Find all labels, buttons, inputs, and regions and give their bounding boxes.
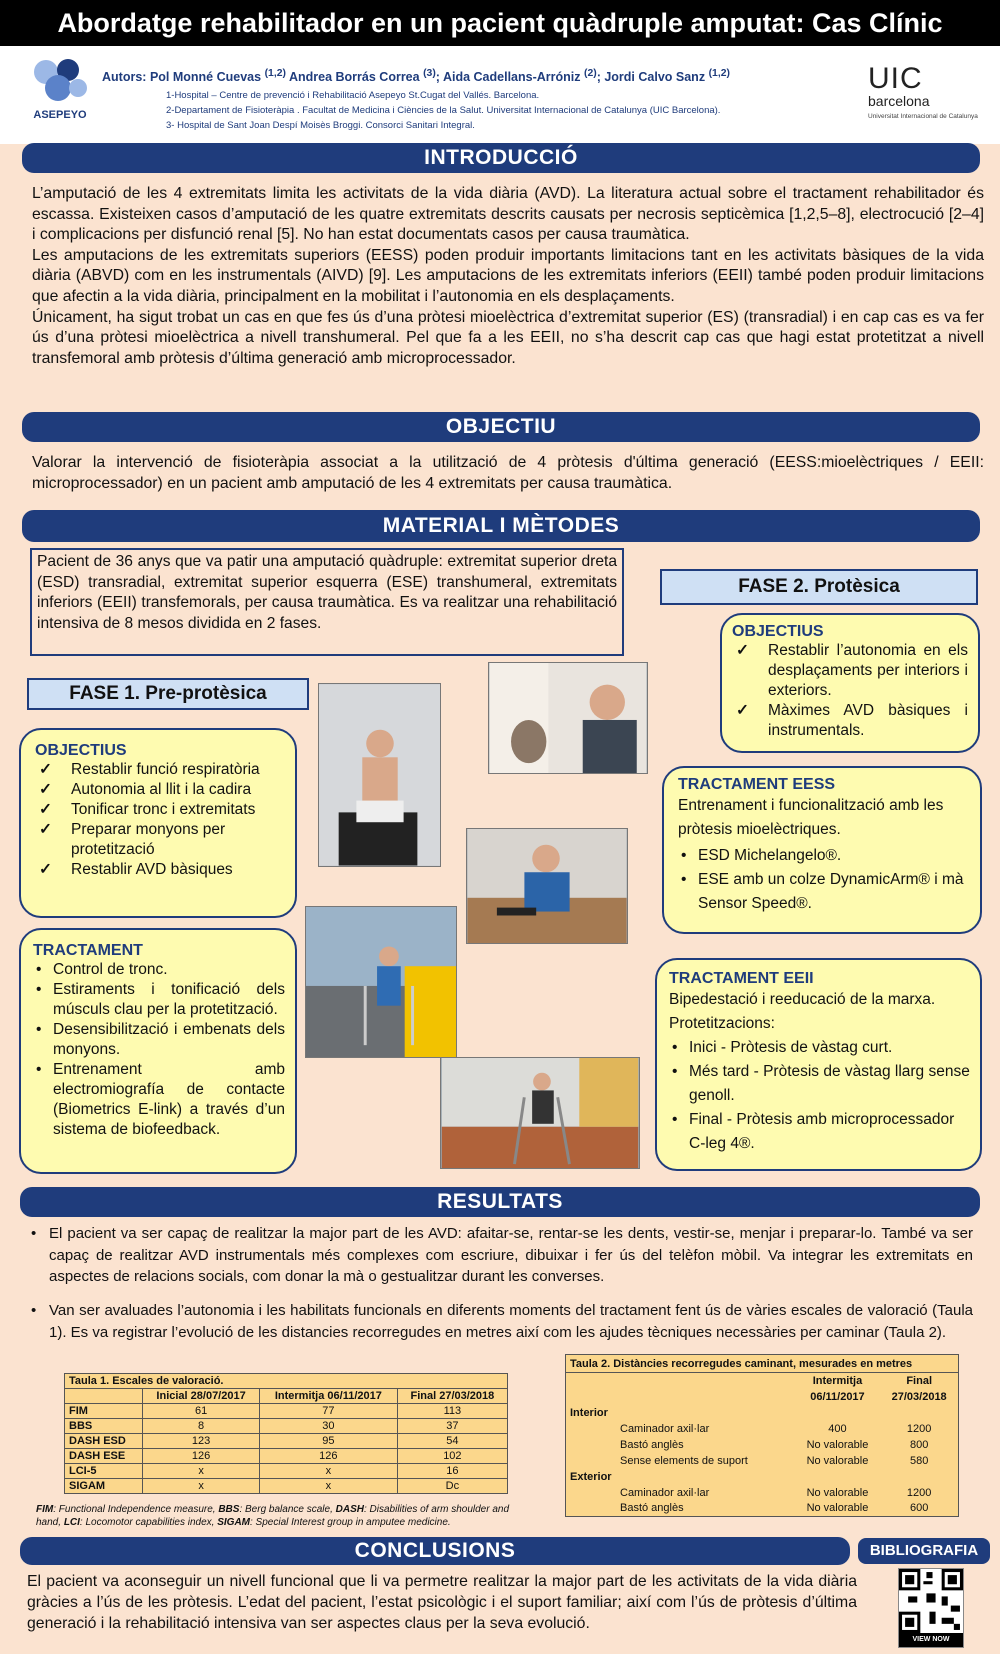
affiliation-1: 1-Hospital – Centre de prevenció i Rehabilitació Asepeyo St.Cugat del Vallés. Barcelona. — [166, 90, 540, 101]
photo-patient-walker — [305, 906, 457, 1058]
list-item: • Control de tronc. — [33, 960, 285, 980]
affiliation-2: 2-Departament de Fisioteràpia . Facultat de Medicina i Ciències de la Salut. Universitat Internacional de Catalunya (UIC Barcelona). — [166, 105, 721, 116]
fase2-eeii-title: TRACTAMENT EEII — [669, 970, 814, 987]
table-cell: 113 — [397, 1404, 507, 1419]
author-sup: (3) — [423, 68, 436, 79]
note-text: : Berg balance scale, — [239, 1504, 336, 1515]
fase1-objectius-box — [19, 728, 297, 918]
table-cell: 30 — [259, 1419, 397, 1434]
table-cell: DASH ESD — [65, 1434, 143, 1449]
list-item: ✓ Autonomia al llit i la cadira — [35, 780, 283, 800]
note-text: : Locomotor capabilities index, — [79, 1517, 218, 1528]
svg-text:ASEPEYO: ASEPEYO — [33, 109, 87, 121]
photo-patient-shaving — [488, 662, 648, 774]
table-header: Final 27/03/2018 — [397, 1389, 507, 1404]
qr-caption: VIEW NOW — [899, 1633, 963, 1647]
list-item: ✓ Preparar monyons per protetització — [35, 820, 283, 860]
author-sup: (2) — [583, 68, 597, 79]
author-sup: (1,2) — [264, 68, 286, 79]
fase2-eess-title: TRACTAMENT EESS — [678, 776, 836, 793]
bibliografia-button[interactable]: BIBLIOGRAFIA — [858, 1538, 990, 1564]
table-header: Intermitja 06/11/2017 — [259, 1389, 397, 1404]
taula-2-caption: Taula 2. Distàncies recorregudes caminant, mesurades en metres — [566, 1355, 959, 1373]
metodes-text: Pacient de 36 anys que va patir una amputació quàdruple: extremitat superior dreta (ESD) transradial, extremitat superior esquerra (ESE) transhumeral, extremitats inferiors (EEII) transfemorals, per causa traumàtica. Es va realitzar una rehabilitació intensiva de 8 mesos dividida en 2 fases. — [30, 548, 624, 656]
list-item: ✓ Restablir l’autonomia en els desplaçaments per interiors i exteriors. — [732, 641, 968, 701]
author-name: Jordi Calvo Sanz — [604, 70, 706, 85]
table-row — [566, 1437, 959, 1453]
table-cell: x — [143, 1464, 260, 1479]
table-row — [566, 1421, 959, 1437]
table-row — [65, 1449, 508, 1464]
table-cell: 400 — [828, 1422, 847, 1435]
table-cell: 600 — [909, 1502, 929, 1515]
note-abbr: FIM — [36, 1504, 54, 1515]
fase2-eeii-intro-2: Protetitzacions: — [669, 1015, 775, 1032]
metodes-heading: MATERIAL I MÈTODES — [22, 510, 980, 542]
fase2-eeii-intro-1: Bipedestació i reeducació de la marxa. — [669, 991, 936, 1008]
resultats-bullet-1 — [27, 1223, 973, 1288]
svg-text:Universitat Internacional de C: Universitat Internacional de Catalunya — [868, 113, 978, 120]
table-cell: 580 — [909, 1454, 929, 1467]
author-name: Andrea Borrás Correa — [288, 70, 420, 85]
table-cell: No valorable — [806, 1502, 869, 1515]
table-cell: Bastó anglès — [620, 1438, 684, 1451]
table-header: 27/03/2018 — [891, 1390, 947, 1403]
table-cell: DASH ESE — [65, 1449, 143, 1464]
taula-1-caption: Taula 1. Escales de valoració. — [65, 1374, 508, 1389]
table-cell: 1200 — [906, 1422, 932, 1435]
table-cell: x — [259, 1479, 397, 1494]
table-row — [566, 1485, 959, 1501]
intro-heading: INTRODUCCIÓ — [22, 143, 980, 173]
table-cell: Dc — [397, 1479, 507, 1494]
note-abbr: LCI — [63, 1517, 80, 1528]
fase1-title: FASE 1. Pre-protèsica — [27, 678, 309, 710]
table-row — [65, 1434, 508, 1449]
fase2-objectius-list — [732, 641, 968, 741]
table-cell: 126 — [143, 1449, 260, 1464]
photo-patient-seated — [318, 683, 441, 867]
affiliation-3: 3- Hospital de Sant Joan Despí Moisès Broggi. Consorci Sanitari Integral. — [166, 120, 475, 131]
note-abbr: DASH — [335, 1504, 364, 1515]
table-header — [65, 1389, 143, 1404]
fase1-tractament-list — [33, 960, 285, 1140]
table-cell: 16 — [397, 1464, 507, 1479]
table-cell: 800 — [909, 1438, 929, 1451]
bullet-icon: • — [31, 1302, 37, 1319]
intro-paragraph-3: Únicament, ha sigut trobat un cas en que fes ús d’una pròtesi mioelèctrica d’extremitat superior (ES) (transradial) i en cap cas es va fer ús d’una pròtesi mioelèctrica a nivell transhumeral. Pel que fa a les EEII, no s’ha descrit cap cas que hagi estat protetitzat a nivell transfemoral amb pròtesis d’última generació amb microprocessador. — [32, 308, 984, 367]
fase1-objectius-title: OBJECTIUS — [35, 742, 127, 759]
table-cell: BBS — [65, 1419, 143, 1434]
table-cell: 126 — [259, 1449, 397, 1464]
list-item: ✓ Màximes AVD bàsiques i instrumentals. — [732, 701, 968, 741]
table-header: Intermitja — [812, 1374, 863, 1387]
fase2-eeii-list — [669, 1036, 970, 1156]
svg-text:UIC: UIC — [868, 62, 923, 95]
table-cell: 37 — [397, 1419, 507, 1434]
list-item: ✓ Restablir AVD bàsiques — [35, 860, 283, 880]
table-cell: 1200 — [906, 1486, 932, 1499]
fase1-tractament-box — [19, 928, 297, 1174]
fase1-objectius-list — [35, 760, 283, 880]
resultats-bullet-2 — [27, 1300, 973, 1343]
list-item: ✓ Restablir funció respiratòria — [35, 760, 283, 780]
fase2-eess-intro: Entrenament i funcionalització amb les pròtesis mioelèctriques. — [678, 797, 944, 838]
table-row — [566, 1501, 959, 1517]
table-cell: LCI-5 — [65, 1464, 143, 1479]
table-cell: 54 — [397, 1434, 507, 1449]
resultats-heading: RESULTATS — [20, 1187, 980, 1217]
table-cell: 95 — [259, 1434, 397, 1449]
list-item: • Desensibilització i embenats dels monyons. — [33, 1020, 285, 1060]
photo-patient-crutches — [440, 1057, 640, 1169]
fase1-tractament-title: TRACTAMENT — [33, 942, 143, 959]
qr-code[interactable] — [898, 1568, 964, 1648]
note-abbr: SIGAM — [217, 1517, 250, 1528]
bullet-icon: • — [31, 1225, 37, 1242]
fase2-objectius-box — [720, 613, 980, 753]
table-cell: Sense elements de suport — [620, 1454, 748, 1467]
conclusions-text: El pacient va aconseguir un nivell funcional que li va permetre realitzar la major part de les activitats de la vida diària gràcies a l’ús de les pròtesis. L’edat del pacient, l’estat psicològic i el suport familiar; així com l’ús de pròtesis d’última generació i la rehabilitació intensiva van ser aspectes claus per la seva evolució. — [27, 1573, 857, 1632]
author-name: Aida Cadellans-Arróniz — [442, 70, 581, 85]
table-header: Inicial 28/07/2017 — [143, 1389, 260, 1404]
uic-logo — [858, 54, 988, 132]
conclusions-heading: CONCLUSIONS — [20, 1537, 850, 1565]
table-cell: x — [259, 1464, 397, 1479]
list-item: ✓ Tonificar tronc i extremitats — [35, 800, 283, 820]
table-header: Final — [906, 1374, 932, 1387]
intro-text — [32, 184, 984, 369]
table-row — [65, 1404, 508, 1419]
table-cell: Caminador axil·lar — [620, 1486, 710, 1499]
note-text: : Functional Independence measure, — [53, 1504, 219, 1515]
table-group-label: Interior — [570, 1406, 608, 1419]
list-item: • Estiraments i tonificació dels músculs clau per la protetització. — [33, 980, 285, 1020]
table-row — [65, 1479, 508, 1494]
note-abbr: BBS — [218, 1504, 240, 1515]
table-cell: FIM — [65, 1404, 143, 1419]
objectiu-text: Valorar la intervenció de fisioteràpia associat a la utilització de 4 pròtesis d'última generació (EESS:mioelèctriques / EEII: microprocessador) en un pacient amb amputació de les 4 extremitats per causa traumàtica. — [32, 454, 984, 492]
list-item: • Entrenament amb electromiografía de contacte (Biometrics E-link) a través d’un sistema de biofeedback. — [33, 1060, 285, 1140]
taula-1-note — [36, 1503, 536, 1529]
taula-2 — [565, 1354, 959, 1517]
table-row — [65, 1464, 508, 1479]
poster-title: Abordatge rehabilitador en un pacient quàdruple amputat: Cas Clínic — [0, 0, 1000, 46]
authors-line: Autors: Pol Monné Cuevas $^{(1,2)}$ Andrea Borrás Correa $^{(3)}$; Aida Cadellans-Arróniz $^{(2)}$; Jordi Calvo Sanz $^{(1,2)}$ — [102, 68, 730, 85]
list-item: • ESD Michelangelo®. — [678, 844, 970, 868]
table-row — [65, 1419, 508, 1434]
photo-patient-writing — [466, 828, 628, 944]
table-cell: 77 — [259, 1404, 397, 1419]
note-text: : Disabilities of arm shoulder and hand, — [36, 1504, 510, 1528]
svg-text:barcelona: barcelona — [868, 93, 930, 109]
list-item: • Inici - Pròtesis de vàstag curt. — [669, 1036, 970, 1060]
intro-paragraph-2: Les amputacions de les extremitats superiors (EESS) poden produir importants limitacions tant en les activitats bàsiques de la vida diària (ABVD) com en les instrumentals (AIVD) [9]. Les amputacions de les extremitats inferiors (EEII) també poden produir limitacions que afectin a la vida diària, principalment en la mobilitat i l’autonomia en els desplaçaments. — [32, 246, 984, 305]
authors-label: Autors: — [102, 70, 147, 85]
author-name: Pol Monné Cuevas — [149, 70, 262, 85]
intro-paragraph-1: L’amputació de les 4 extremitats limita les activitats de la vida diària (AVD). La literatura actual sobre el tractament rehabilitador és escassa. Existeixen casos d’amputació de les quatre extremitats descrits causats per necrosis septicèmica [1,2,5–8], electrocució [2–4] i complicacions per disfunció renal [5]. No han estat documentats casos per causa traumàtica. — [32, 185, 984, 244]
resultats-bullet-1-text: El pacient va ser capaç de realitzar la major part de les AVD: afaitar-se, rentar-se les dents, vestir-se, menjar i preparar-lo. També va ser capaç de realitzar AVD instrumentals més complexes com escriure, dibuixar i fer ús del telèfon mòbil. Va integrar les extremitats en aspectes de relacions socials, com donar la mà o gestualitzar durant les converses. — [49, 1225, 973, 1285]
table-header: 06/11/2017 — [810, 1390, 865, 1403]
list-item: • Final - Pròtesis amb microprocessador C-leg 4®. — [669, 1108, 970, 1156]
asepeyo-logo — [20, 54, 100, 126]
fase2-eess-box — [662, 766, 982, 934]
table-cell: x — [143, 1479, 260, 1494]
table-group-label: Exterior — [570, 1470, 612, 1483]
table-cell: Bastó anglès — [620, 1502, 684, 1515]
taula-1 — [64, 1373, 508, 1494]
fase2-eess-list — [678, 844, 970, 916]
table-cell: No valorable — [806, 1454, 869, 1467]
table-cell: 8 — [143, 1419, 260, 1434]
fase2-objectius-title: OBJECTIUS — [732, 623, 824, 640]
fase2-eeii-box — [655, 958, 982, 1171]
table-cell: 102 — [397, 1449, 507, 1464]
table-cell: 61 — [143, 1404, 260, 1419]
table-cell: SIGAM — [65, 1479, 143, 1494]
author-sup: (1,2) — [708, 68, 730, 79]
list-item: • Més tard - Pròtesis de vàstag llarg sense genoll. — [669, 1060, 970, 1108]
note-text: : Special Interest group in amputee medicine. — [250, 1517, 451, 1528]
resultats-bullet-2-text: Van ser avaluades l’autonomia i les habilitats funcionals en diferents moments del tractament fent ús de vàries escales de valoració (Taula 1). Es va registrar l’evolució de les distancies recorregudes en metres així com les ajudes tècniques necessàries per caminar (Taula 2). — [49, 1302, 973, 1341]
fase2-title: FASE 2. Protèsica — [660, 569, 978, 605]
table-cell: Caminador axil·lar — [620, 1422, 710, 1435]
table-cell: No valorable — [806, 1486, 869, 1499]
list-item: • ESE amb un colze DynamicArm® i mà Sensor Speed®. — [678, 868, 970, 916]
objectiu-heading: OBJECTIU — [22, 412, 980, 442]
table-cell: 123 — [143, 1434, 260, 1449]
table-cell: No valorable — [806, 1438, 869, 1451]
table-row — [566, 1453, 959, 1469]
